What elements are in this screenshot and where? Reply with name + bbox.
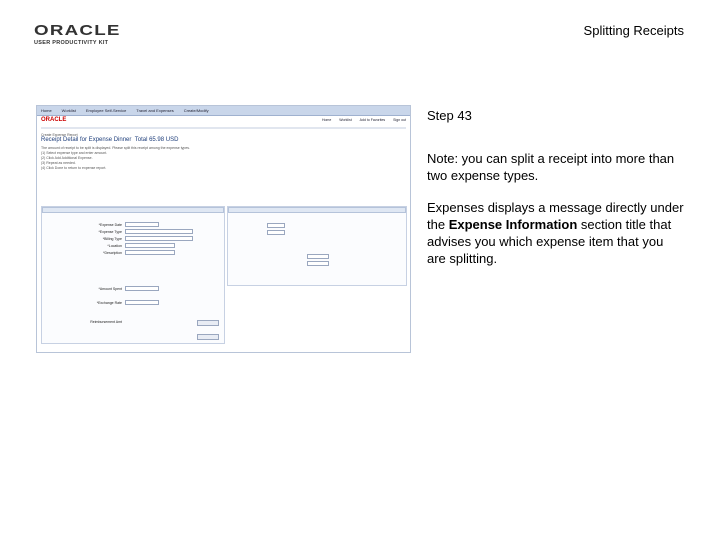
app-screenshot: Home Worklist Employee Self-Service Travel and Expenses Create/Modify ORACLE Home Worklist Add to Favorites Sign out Create Expense Report Receipt Detail for Expense Dinner Total 65.98 USD The amount of receipt to be split is displayed. Please split this receipt among the expense types. (1) Select expense type and enter amount. (2) Click Add Additional Expense. (3) Repeat as needed. (4) Click Done to return to expense report. *Expense Date *Expense Type *Billing Type *Location *Description *Amount Spent *Exchange Rate Reimbursement Amt [36,105,411,353]
screenshot-page-heading: Receipt Detail for Expense Dinner Total 65.98 USD [41,137,179,143]
step-number: Step 43 [427,108,472,123]
split-receipt-panel [227,206,407,286]
description-text: Expenses displays a message directly under the Expense Information section title that advises you which expense item that you are splitting. [427,200,684,266]
logo-upk-text: USER PRODUCTIVITY KIT [34,40,109,46]
page-title: Splitting Receipts [583,23,684,38]
logo-oracle-text: ORACLE [34,22,121,39]
screenshot-nav-bar: Home Worklist Employee Self-Service Travel and Expenses Create/Modify [37,106,410,116]
note-text: Note: you can split a receipt into more than two expense types. [427,151,675,183]
screenshot-header: ORACLE Home Worklist Add to Favorites Sign out [41,117,406,123]
screenshot-logo: ORACLE [41,117,67,123]
expense-information-bold: Expense Information [448,217,578,232]
oracle-upk-logo [34,22,126,46]
